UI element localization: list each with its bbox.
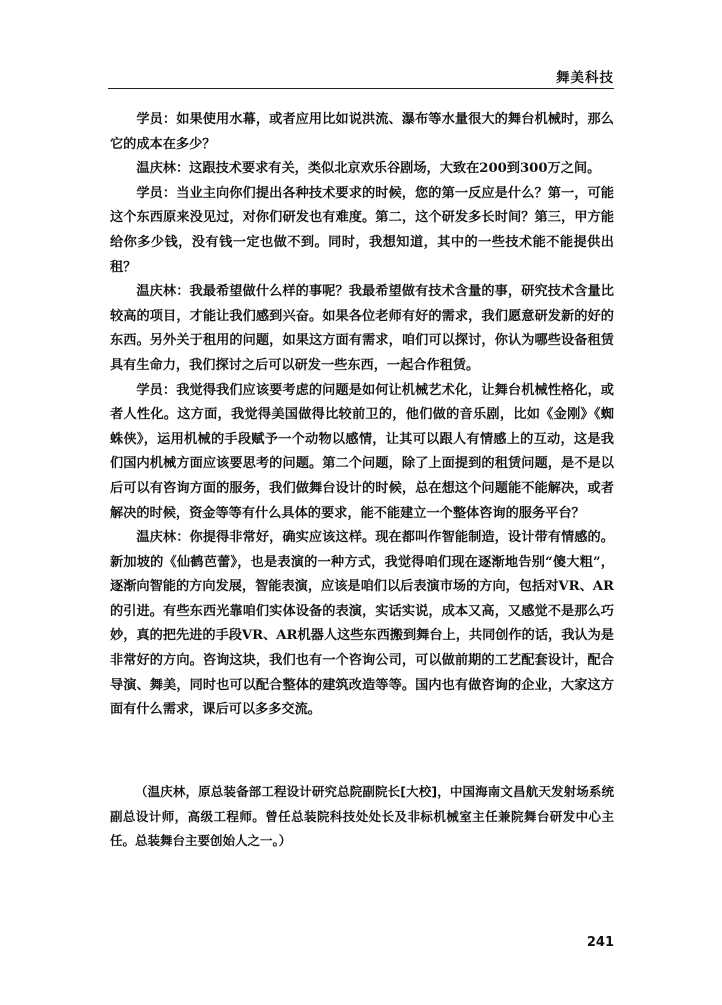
paragraph: 学员：当业主向你们提出各种技术要求的时候，您的第一反应是什么？第一，可能这个东西原来没见过，对你们研发也有难度。第二，这个研发多长时间？第三，甲方能给你多少钱，没有钱一定也做不到。同时，我想知道，其中的一些技术能不能提供出租？	[110, 185, 614, 275]
author-bio: （温庆林，原总装备部工程设计研究总院副院长[大校]，中国海南文昌航天发射场系统副总设计师，高级工程师。曾任总装院科技处处长及非标机械室主任兼院舞台研发中心主任。总装舞台主要创始人之一。）	[110, 784, 614, 849]
paragraph: 温庆林：我最希望做什么样的事呢？我最希望做有技术含量的事，研究技术含量比较高的项目，才能让我们感到兴奋。如果各位老师有好的需求，我们愿意研发新的好的东西。另外关于租用的问题，如果这方面有需求，咱们可以探讨，你认为哪些设备租赁具有生命力，我们探讨之后可以研发一些东西，一起合作租赁。	[110, 284, 614, 373]
page-number: 241	[586, 935, 614, 950]
paragraph: 学员：我觉得我们应该要考虑的问题是如何让机械艺术化，让舞台机械性格化，或者人性化。这方面，我觉得美国做得比较前卫的，他们做的音乐剧，比如《金刚》《蜘蛛侠》，运用机械的手段赋予一个动物以感情，让其可以跟人有情感上的互动，这是我们国内机械方面应该要思考的问题。第二个问题，除了上面提到的租赁问题，是不是以后可以有咨询方面的服务，我们做舞台设计的时候，总在想这个问题能不能解决，或者解决的时候，资金等等有什么具体的要求，能不能建立一个整体咨询的服务平台？	[110, 382, 614, 521]
article-body	[110, 108, 614, 723]
running-header-title: 舞美科技	[556, 70, 614, 86]
header-divider	[108, 88, 614, 89]
paragraph: 温庆林：这跟技术要求有关，类似北京欢乐谷剧场，大致在200到300万之间。	[136, 161, 601, 177]
paragraph: 温庆林：你提得非常好，确实应该这样。现在都叫作智能制造，设计带有情感的。新加坡的《仙鹤芭蕾》，也是表演的一种方式，我觉得咱们现在逐渐地告别“傻大粗”，逐渐向智能的方向发展，智能表演，应该是咱们以后表演市场的方向，包括对VR、AR的引进。有些东西光靠咱们实体设备的表演，实话实说，成本又高，又感觉不是那么巧妙，真的把先进的手段VR、AR机器人这些东西搬到舞台上，共同创作的话，我认为是非常好的方向。咨询这块，我们也有一个咨询公司，可以做前期的工艺配套设计，配合导演、舞美，同时也可以配合整体的建筑改造等等。国内也有做咨询的企业，大家这方面有什么需求，课后可以多多交流。	[110, 530, 614, 718]
paragraph: 学员：如果使用水幕，或者应用比如说洪流、瀑布等水量很大的舞台机械时，那么它的成本在多少？	[110, 112, 614, 152]
